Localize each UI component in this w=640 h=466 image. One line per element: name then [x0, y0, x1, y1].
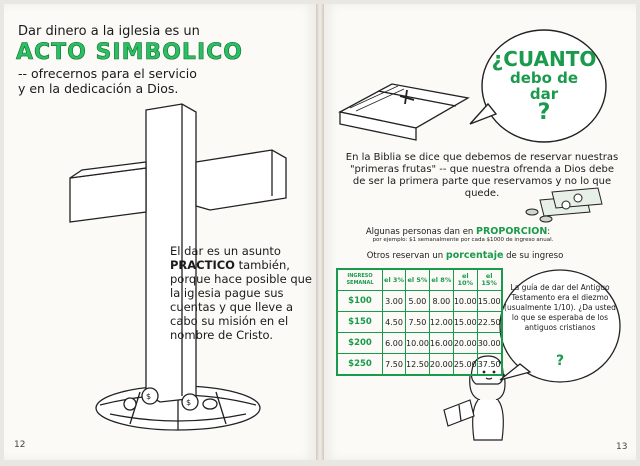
table-cell-ingreso: $250	[337, 354, 383, 376]
table-row	[337, 291, 502, 312]
table-row	[337, 312, 502, 333]
prop-word: PROPORCION	[476, 226, 548, 237]
table-row	[337, 354, 502, 376]
diezmo-bubble-text: La guía de dar del Antiguo Testamento era el diezmo (usualmente 1/10). ¿Da usted lo que se esperaba de los antiguos cristianos	[504, 283, 616, 332]
proporcion-example: por ejemplo: $1 semanalmente por cada $1000 de ingreso anual.	[372, 237, 554, 243]
table-cell: 10.00	[406, 333, 430, 354]
bubble-line-1: ¿CUANTO	[491, 47, 597, 71]
table-header: el 5%	[406, 269, 430, 291]
otros-post: de su ingreso	[506, 251, 564, 261]
dar-bold: PRACTICO	[170, 258, 235, 272]
table-cell: 12.50	[406, 354, 430, 376]
page-number-right: 13	[616, 442, 628, 452]
table-header-ingreso: INGRESO SEMANAL	[337, 269, 383, 291]
bible-icon	[340, 84, 468, 140]
table-cell: 20.00	[453, 333, 477, 354]
table-cell: 25.00	[453, 354, 477, 376]
table-header: el 10%	[453, 269, 477, 291]
table-cell: 3.00	[383, 291, 406, 312]
otros-word: porcentaje	[445, 250, 504, 261]
svg-text:$: $	[186, 398, 192, 407]
page-number-left: 12	[14, 440, 26, 450]
table-cell: 5.00	[406, 291, 430, 312]
dar-practico-text	[170, 244, 315, 342]
table-cell: 22.50	[477, 312, 501, 333]
table-header: el 15%	[477, 269, 501, 291]
table-cell: 15.00	[477, 291, 501, 312]
porcentaje-text	[360, 250, 570, 262]
intro-text: Dar dinero a la iglesia es un	[18, 24, 200, 39]
table-cell: 7.50	[383, 354, 406, 376]
table-cell: 4.50	[383, 312, 406, 333]
dar-post: también, porque hace posible que la iglesia pague sus cuentas y que lleve a cabo su misión en el nombre de Cristo.	[170, 258, 312, 342]
headline-acto-simbolico: ACTO SIMBOLICO	[16, 40, 243, 65]
table-cell: 12.00	[429, 312, 453, 333]
table-cell: 30.00	[477, 333, 501, 354]
prop-pre: Algunas personas dan en	[365, 227, 474, 237]
table-header: el 3%	[383, 269, 406, 291]
prop-post: :	[547, 227, 551, 237]
table-cell: 8.00	[429, 291, 453, 312]
table-cell: 7.50	[406, 312, 430, 333]
bubble-line-2: debo de	[509, 69, 579, 87]
bible-text: En la Biblia se dice que debemos de reservar nuestras "primeras frutas" -- que nuestra ofrenda a Dios debe de ser la primera parte que reservamos y no lo que quede.	[345, 152, 619, 199]
table-cell: 37.50	[477, 354, 501, 376]
subheadline-line-1: -- ofrecernos para el servicio	[18, 66, 197, 81]
table-header-row	[337, 269, 502, 291]
bubble-line-3: dar	[529, 85, 559, 103]
table-cell-ingreso: $100	[337, 291, 383, 312]
percentage-table	[336, 268, 503, 376]
table-cell: 20.00	[429, 354, 453, 376]
table-row	[337, 333, 502, 354]
otros-pre: Otros reservan un	[366, 251, 444, 261]
table-cell: 6.00	[383, 333, 406, 354]
svg-text:$: $	[146, 392, 152, 401]
dar-pre: El dar es un asunto	[170, 244, 281, 258]
question-bubble-text	[478, 48, 610, 124]
table-cell: 10.00	[453, 291, 477, 312]
table-cell-ingreso: $150	[337, 312, 383, 333]
diezmo-bubble-question-mark: ?	[555, 353, 565, 369]
bubble-question-mark: ?	[537, 100, 551, 125]
subheadline-line-2: y en la dedicación a Dios.	[18, 81, 179, 96]
table-header: el 8%	[429, 269, 453, 291]
table-cell-ingreso: $200	[337, 333, 383, 354]
subheadline	[18, 66, 308, 96]
table-cell: 15.00	[453, 312, 477, 333]
table-cell: 16.00	[429, 333, 453, 354]
